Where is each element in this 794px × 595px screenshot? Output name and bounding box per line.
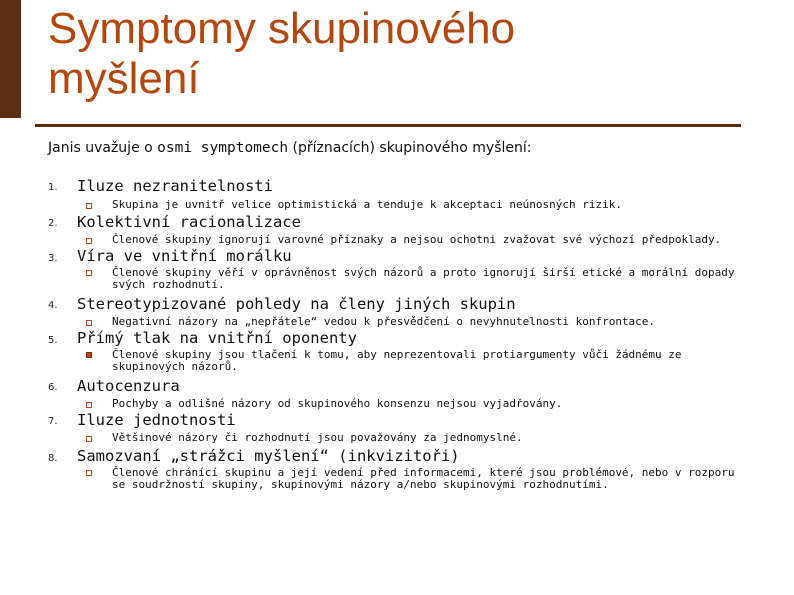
square-bullet-icon [86, 238, 92, 244]
item-number: 8. [48, 453, 58, 464]
square-bullet-icon [86, 320, 92, 326]
intro-after: (příznacích) skupinového myšlení: [288, 140, 532, 156]
item-heading: Víra ve vnitřní morálku [77, 247, 292, 265]
intro-before: Janis uvažuje o [48, 140, 158, 156]
item-description: Členové skupiny jsou tlačení k tomu, aby neprezentovali protiargumenty vůči žádnému ze skupinových názorů. [112, 348, 682, 373]
square-bullet-icon [86, 402, 92, 408]
item-heading: Iluze jednotnosti [77, 411, 236, 429]
item-heading: Přímý tlak na vnitřní oponenty [77, 329, 357, 347]
square-bullet-icon [86, 436, 92, 442]
item-heading: Iluze nezranitelnosti [77, 177, 273, 195]
square-bullet-icon [86, 203, 92, 209]
item-description: Většinové názory či rozhodnutí jsou považovány za jednomyslné. [112, 431, 523, 444]
item-number: 2. [48, 218, 58, 229]
item-number: 4. [48, 300, 58, 311]
item-number: 6. [48, 382, 58, 393]
square-bullet-icon [86, 470, 92, 476]
item-description: Negativní názory na „nepřátele“ vedou k přesvědčení o nevyhnutelnosti konfrontace. [112, 315, 656, 328]
item-heading: Samozvaní „strážci myšlení“ (inkvizitoři) [77, 447, 460, 465]
item-number: 5. [48, 335, 58, 346]
item-heading: Stereotypizované pohledy na členy jiných skupin [77, 295, 516, 313]
item-description: Pochyby a odlišné názory od skupinového konsenzu nejsou vyjadřovány. [112, 397, 563, 410]
item-heading: Kolektivní racionalizace [77, 213, 301, 231]
item-description: Členové skupiny věří v oprávněnost svých názorů a proto ignorují širší etické a morální dopady svých rozhodnutí. [112, 266, 735, 291]
intro-emphasis: osmi symptomech [157, 140, 289, 156]
item-description: Členové chránící skupinu a její vedení před informacemi, které jsou problémové, nebo v rozporu se soudržností skupiny, skupinovými názory a/nebo skupinovými rozhodnutími. [112, 466, 735, 491]
title-line-2: myšlení [48, 54, 200, 103]
item-heading: Autocenzura [77, 377, 180, 395]
item-number: 7. [48, 416, 58, 427]
square-bullet-icon [86, 270, 92, 276]
item-description: Členové skupiny ignorují varovné příznaky a nejsou ochotni zvažovat své výchozí předpoklady. [112, 233, 722, 246]
title-line-1: Symptomy skupinového [48, 4, 516, 53]
square-bullet-filled-icon [86, 352, 92, 358]
item-description: Skupina je uvnitř velice optimistická a tenduje k akceptaci neúnosných rizik. [112, 198, 622, 211]
item-number: 1. [48, 182, 58, 193]
item-number: 3. [48, 253, 58, 264]
